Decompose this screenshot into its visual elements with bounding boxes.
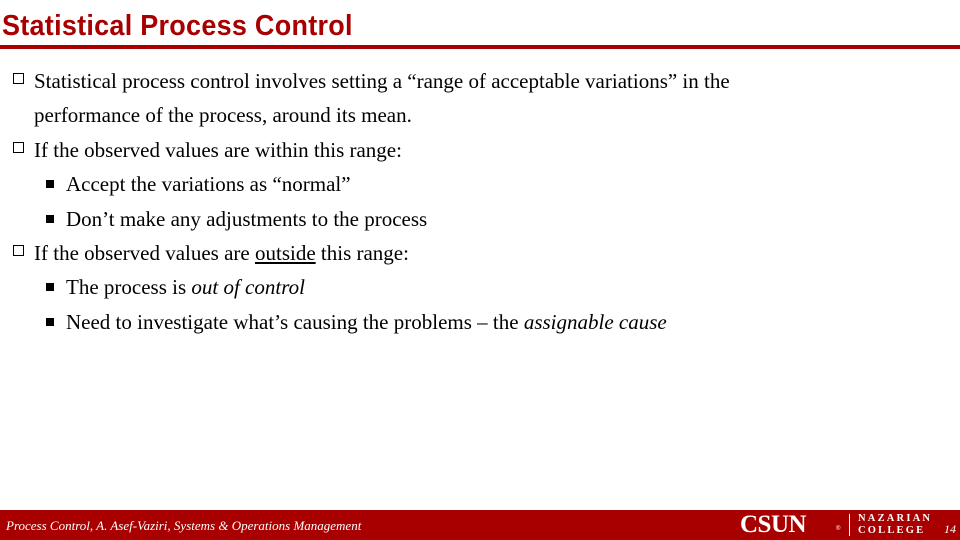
bullet-1-line-2: performance of the process, around its mean. — [34, 103, 412, 128]
filled-square-bullet-icon — [46, 215, 54, 223]
footer-text: Process Control, A. Asef-Vaziri, Systems & Operations Management — [6, 518, 362, 533]
bullet-3-sub-1-text: The process is — [66, 275, 192, 300]
bullet-2-sub-2-text: Don’t make any adjustments to the process — [66, 206, 428, 231]
bullet-2-sub-2 — [0, 202, 950, 236]
page-number: 14 — [944, 522, 956, 536]
bullet-3-text-pre: If the observed values are — [34, 241, 255, 266]
logo-college-text: COLLEGE — [858, 525, 926, 536]
slide-body — [0, 64, 950, 339]
filled-square-bullet-icon — [46, 180, 54, 188]
filled-square-bullet-icon — [46, 318, 54, 326]
title-divider — [0, 45, 960, 49]
bullet-3-sub-2-text: Need to investigate what’s causing the problems – the — [66, 309, 524, 334]
logo-registered-mark: ® — [836, 526, 841, 532]
bullet-2-sub-1-text: Accept the variations as “normal” — [66, 172, 351, 197]
bullet-3-text-post: this range: — [315, 241, 409, 266]
bullet-3 — [0, 236, 950, 270]
bullet-2 — [0, 133, 950, 167]
bullet-3-sub-1-italic: out of control — [191, 275, 305, 300]
bullet-3-sub-2-italic: assignable cause — [523, 309, 667, 334]
logo-nazarian-text: NAZARIAN — [858, 513, 933, 524]
bullet-3-underlined-word: outside — [254, 241, 316, 266]
filled-square-bullet-icon — [46, 283, 54, 291]
bullet-1 — [0, 64, 950, 133]
logo-csun-text: CSUN — [740, 511, 807, 538]
hollow-square-bullet-icon — [13, 73, 24, 84]
bullet-2-sub-1 — [0, 167, 950, 201]
hollow-square-bullet-icon — [13, 142, 24, 153]
slide-title: Statistical Process Control — [2, 10, 353, 42]
bullet-2-text: If the observed values are within this range: — [34, 137, 402, 162]
bullet-1-line-1: Statistical process control involves setting a “range of acceptable variations” in the — [34, 69, 730, 93]
hollow-square-bullet-icon — [13, 245, 24, 256]
bullet-3-sub-1 — [0, 270, 950, 304]
logo-divider — [849, 514, 850, 536]
footer-bar — [0, 510, 960, 540]
bullet-3-sub-2 — [0, 305, 950, 339]
